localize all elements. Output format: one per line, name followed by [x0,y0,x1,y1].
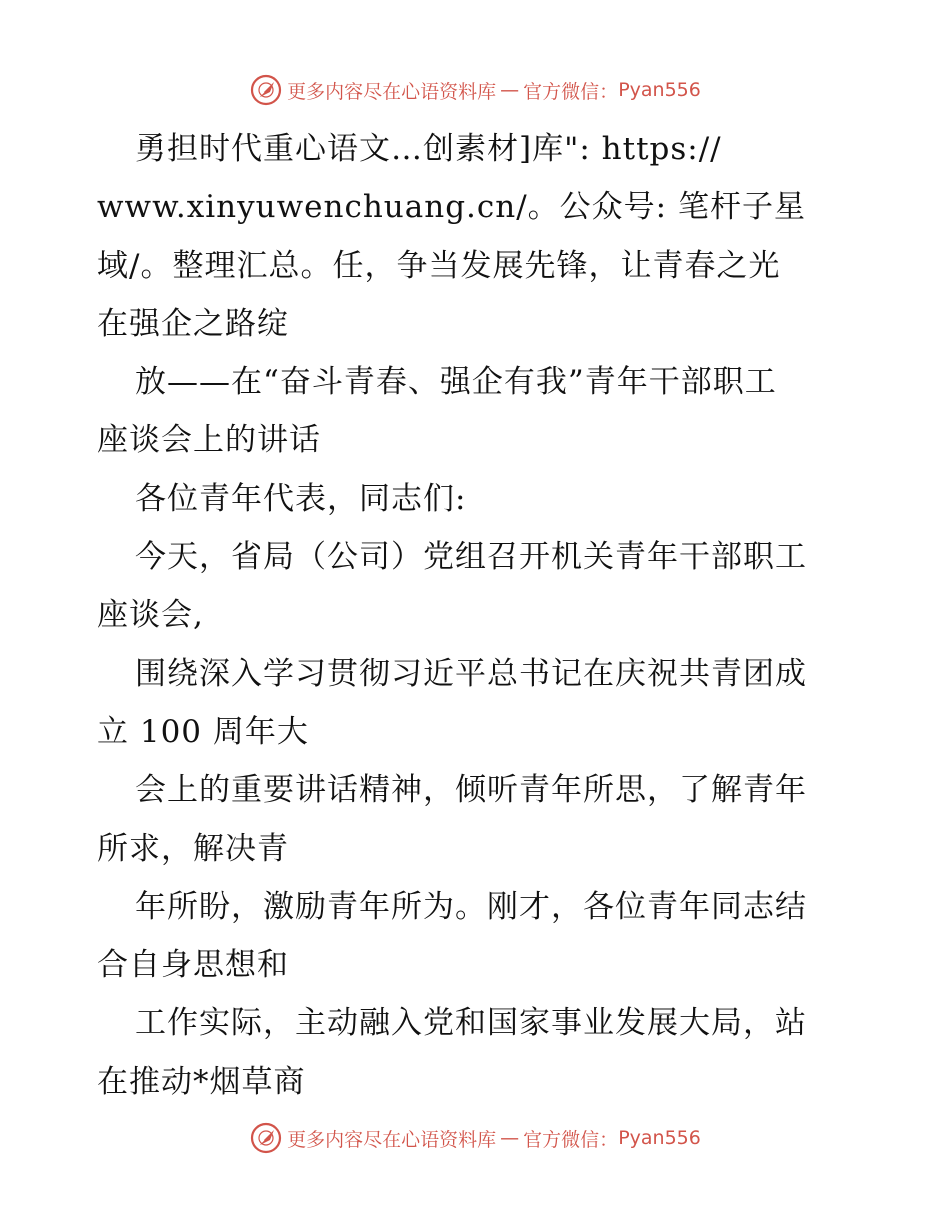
text-line: 工作实际，主动融入党和国家事业发展大局，站 [135,1005,807,1042]
watermark-banner-top [0,70,950,110]
text-line: 会上的重要讲话精神，倾听青年所思，了解青年 [135,772,807,809]
watermark-separator: — [500,79,520,101]
watermark-wechat: Pyan556 [618,79,701,101]
text-line: 域/。整理汇总。任，争当发展先锋，让青春之光 [97,247,781,284]
quill-logo-icon [249,73,283,107]
watermark-text: 更多内容尽在心语资料库 [287,80,497,103]
watermark-separator: — [500,1127,520,1149]
text-line: 各位青年代表，同志们: [135,480,467,517]
text-line: 在推动*烟草商 [97,1063,306,1100]
text-line: 座谈会, [97,597,204,634]
watermark-text: 更多内容尽在心语资料库 [287,1128,497,1151]
watermark-banner-bottom [0,1118,950,1158]
text-line: 所求，解决青 [97,830,289,867]
quill-logo-icon [249,1121,283,1155]
watermark-official: 官方微信： [523,80,619,103]
text-line: 座谈会上的讲话 [97,422,321,459]
watermark-wechat: Pyan556 [618,1127,701,1149]
text-line: 今天，省局（公司）党组召开机关青年干部职工 [135,539,807,576]
watermark-official: 官方微信： [523,1128,619,1151]
text-line: 在强企之路绽 [97,305,289,342]
document-body [97,120,857,1111]
text-line: 放——在“奋斗青春、强企有我”青年干部职工 [135,364,777,401]
text-line: 立 100 周年大 [97,713,309,750]
text-line: 年所盼，激励青年所为。刚才，各位青年同志结 [135,888,807,925]
text-line: 勇担时代重心语文…创素材]库": https:// [135,131,722,167]
text-line: www.xinyuwenchuang.cn/。公众号: 笔杆子星 [97,189,806,226]
text-line: 围绕深入学习贯彻习近平总书记在庆祝共青团成 [135,655,807,692]
text-line: 合自身思想和 [97,947,289,984]
